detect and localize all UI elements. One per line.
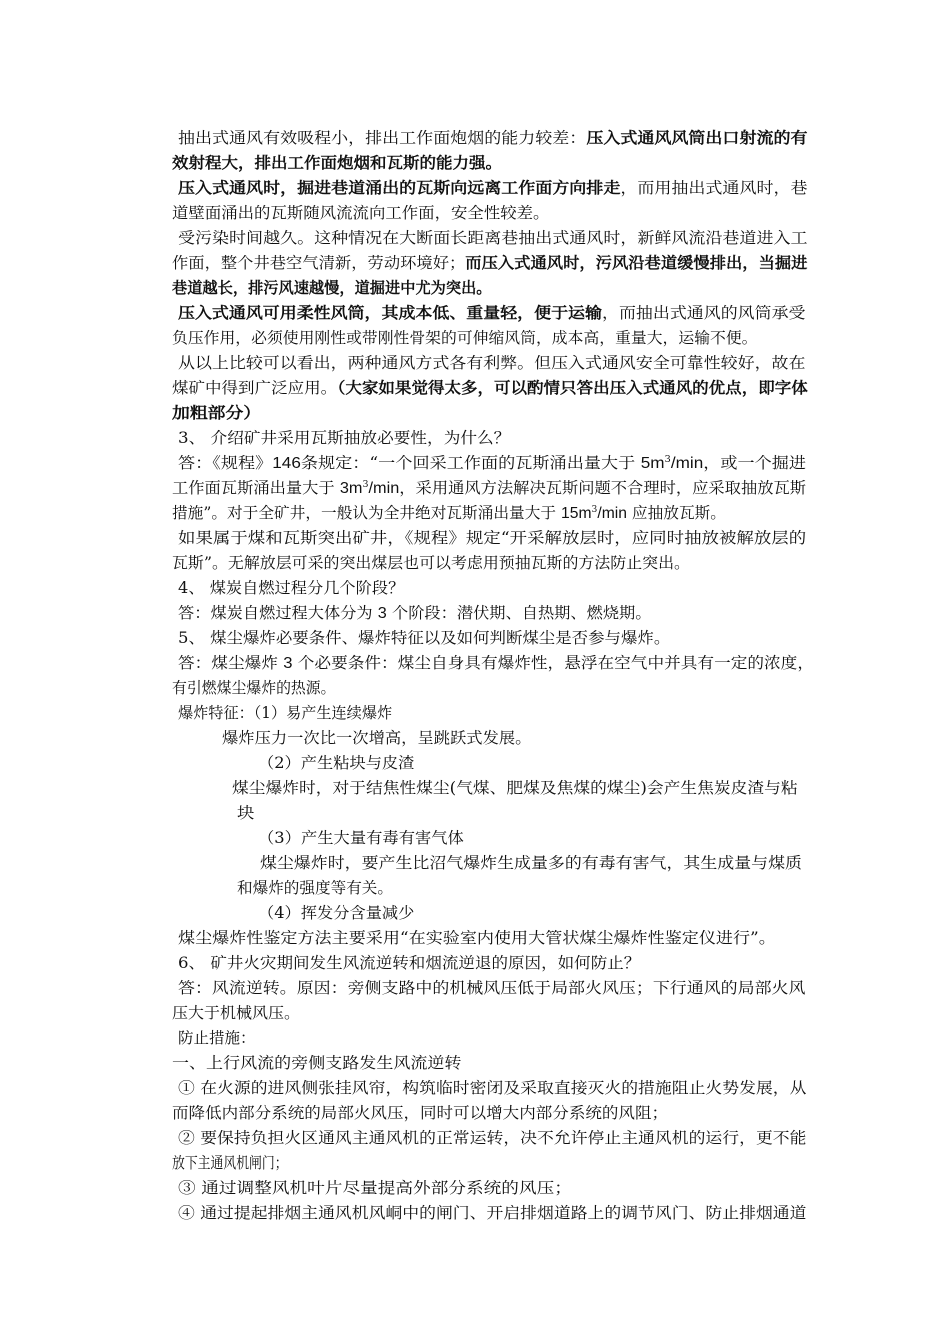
text-line (178, 451, 806, 475)
text-run: 放下主通风机闸门； (172, 1154, 288, 1172)
text-run: 个阶段：潜伏期、自热期、燃烧期。 (386, 604, 652, 622)
text-line (178, 976, 805, 1000)
bold-text: 压入式通风风筒出口射流的有 (586, 128, 808, 147)
text-line (237, 876, 393, 900)
text-line (178, 626, 670, 650)
text-line (178, 651, 814, 675)
text-run: 措施”。对于全矿井，一般认为全井绝对瓦斯涌出量大于 (172, 504, 562, 522)
text-run: ③ 通过调整风机叶片尽量提高外部分系统的风压； (178, 1179, 572, 1197)
text-line (258, 751, 414, 775)
text-run: ，而抽出式通风的风筒承受 (601, 304, 806, 322)
text-run: 6、 矿井火灾期间发生风流逆转和烟流逆退的原因，如何防止？ (178, 954, 641, 972)
text-line (178, 951, 640, 975)
superscript: 3 (591, 505, 598, 515)
text-run: 煤尘爆炸时，要产生比沼气爆炸生成量多的有毒有害气，其生成量与煤质 (260, 854, 802, 872)
text-run: ① 在火源的进风侧张挂风帘，构筑临时密闭及采取直接灭火的措施阻止火势发展，从 (178, 1079, 807, 1097)
superscript: 3 (664, 455, 671, 465)
text-line (172, 1051, 461, 1075)
bold-text: 压入式通风时，掘进巷道涌出的瓦斯向远离工作面方向排走 (178, 178, 621, 197)
text-run: 答：煤炭自燃过程大体分为 (178, 604, 378, 622)
text-line (178, 1126, 806, 1150)
text-run: 5m (640, 455, 665, 472)
text-line (258, 826, 464, 850)
text-run: 防止措施： (178, 1029, 256, 1047)
text-run: 3 (377, 605, 387, 622)
text-line (172, 551, 690, 575)
text-run: ，或一个掘进 (703, 454, 807, 472)
text-line (172, 676, 336, 700)
text-run: 146 (272, 455, 301, 472)
text-line (178, 926, 776, 950)
text-run: 一、上行风流的旁侧支路发生风流逆转 (172, 1054, 462, 1072)
text-run: 答：《规程》 (178, 454, 273, 472)
text-run: 3、 介绍矿井采用瓦斯抽放必要性，为什么？ (178, 429, 511, 447)
text-run: （3）产生大量有毒有害气体 (258, 829, 464, 847)
text-run: 煤矿中得到广泛应用。 (172, 379, 338, 397)
text-line (172, 151, 502, 175)
text-line (172, 501, 726, 525)
text-line (178, 126, 808, 150)
text-run: （2）产生粘块与皮渣 (258, 754, 415, 772)
text-line (178, 351, 805, 375)
text-run: /min (670, 455, 704, 472)
text-run: 爆炸特征：（1）易产生连续爆炸 (178, 704, 393, 722)
text-run: /min (368, 480, 400, 497)
text-run: 4、 煤炭自燃过程分几个阶段？ (178, 579, 405, 597)
text-line (178, 176, 808, 200)
text-run: 块 (237, 804, 255, 822)
text-line (172, 201, 549, 225)
text-run: 爆炸压力一次比一次增高，呈跳跃式发展。 (222, 729, 532, 747)
text-run: 15m (561, 505, 592, 522)
text-line (178, 1076, 806, 1100)
text-run: ，而用抽出式通风时，巷 (620, 179, 808, 197)
text-line (172, 326, 758, 350)
text-line (178, 526, 806, 550)
text-line (260, 851, 802, 875)
text-run: 受污染时间越久。这种情况在大断面长距离巷抽出式通风时，新鲜风流沿巷道进入工 (178, 229, 808, 247)
text-run: 个必要条件：煤尘自身具有爆炸性，悬浮在空气中并具有一定的浓度， (292, 654, 814, 672)
text-run: 有引燃煤尘爆炸的热源。 (172, 679, 336, 697)
text-line (172, 476, 806, 500)
text-line (172, 1151, 288, 1175)
text-run: 工作面瓦斯涌出量大于 (172, 479, 340, 497)
text-run: 而降低内部分系统的局部火风压，同时可以增大内部分系统的风阻； (172, 1104, 669, 1122)
text-line (172, 401, 261, 425)
text-line (172, 376, 808, 400)
text-line (172, 1101, 668, 1125)
text-run: 煤尘爆炸时，对于结焦性煤尘(气煤、肥煤及焦煤的煤尘)会产生焦炭皮渣与粘 (232, 779, 798, 797)
text-run: 和爆炸的强度等有关。 (237, 879, 394, 897)
text-run: 应抽放瓦斯。 (626, 504, 726, 522)
bold-text: 效射程大，排出工作面炮烟和瓦斯的能力强。 (172, 153, 503, 172)
text-run: 从以上比较可以看出，两种通风方式各有利弊。但压入式通风安全可靠性较好，故在 (178, 354, 806, 372)
text-line (222, 726, 531, 750)
text-run: 如果属于煤和瓦斯突出矿井，《规程》规定“开采解放层时，应同时抽放被解放层的 (178, 529, 807, 547)
text-line (172, 276, 492, 300)
text-line (178, 701, 392, 725)
text-line (232, 776, 798, 800)
text-line (178, 576, 404, 600)
text-line (237, 801, 254, 825)
text-run: 负压作用，必须使用刚性或带刚性骨架的可伸缩风筒，成本高，重量大，运输不便。 (172, 329, 758, 347)
text-line (178, 1176, 572, 1200)
text-line (178, 1201, 806, 1225)
text-run: ，采用通风方法解决瓦斯问题不合理时，应采取抽放瓦斯 (399, 479, 807, 497)
text-run: 答：煤尘爆炸 (178, 654, 284, 672)
text-run: 抽出式通风有效吸程小，排出工作面炮烟的能力较差： (178, 129, 587, 147)
text-run: 5、 煤尘爆炸必要条件、爆炸特征以及如何判断煤尘是否参与爆炸。 (178, 629, 671, 647)
text-run: 条规定：“一个回采工作面的瓦斯涌出量大于 (300, 454, 641, 472)
text-line (258, 901, 414, 925)
bold-text: 巷道越长，排污风速越慢，道掘进中尤为突出。 (172, 278, 492, 297)
text-line (178, 601, 651, 625)
text-run: 道壁面涌出的瓦斯随风流流向工作面，安全性较差。 (172, 204, 550, 222)
text-run: 作面，整个井巷空气清新，劳动环境好； (172, 254, 466, 272)
text-run: 3 (283, 655, 293, 672)
text-line (178, 426, 510, 450)
text-line (172, 1001, 300, 1025)
bold-text: 加粗部分） (172, 403, 262, 422)
text-run: 答：风流逆转。原因：旁侧支路中的机械风压低于局部火风压；下行通风的局部火风 (178, 979, 806, 997)
superscript: 3 (362, 480, 369, 490)
text-run: ④ 通过提起排烟主通风机风峒中的闸门、开启排烟道路上的调节风门、防止排烟通道 (178, 1204, 807, 1222)
text-run: 煤尘爆炸性鉴定方法主要采用“在实验室内使用大管状煤尘爆炸性鉴定仪进行”。 (178, 929, 776, 947)
bold-text: 压入式通风可用柔性风筒，其成本低、重量轻，便于运输 (178, 303, 602, 322)
text-line (178, 301, 806, 325)
text-run: 压大于机械风压。 (172, 1004, 301, 1022)
text-line (178, 1026, 256, 1050)
bold-text: （大家如果觉得太多，可以酌情只答出压入式通风的优点，即字体 (337, 378, 808, 397)
bold-text: 而压入式通风时，污风沿巷道缓慢排出，当掘进 (465, 253, 808, 272)
text-run: ② 要保持负担火区通风主通风机的正常运转，决不允许停止主通风机的运行，更不能 (178, 1129, 807, 1147)
text-run: （4）挥发分含量减少 (258, 904, 415, 922)
text-run: /min (597, 505, 627, 522)
text-run: 瓦斯”。无解放层可采的突出煤层也可以考虑用预抽瓦斯的方法防止突出。 (172, 554, 690, 572)
text-line (172, 251, 807, 275)
text-line (178, 226, 807, 250)
text-run: 3m (339, 480, 363, 497)
